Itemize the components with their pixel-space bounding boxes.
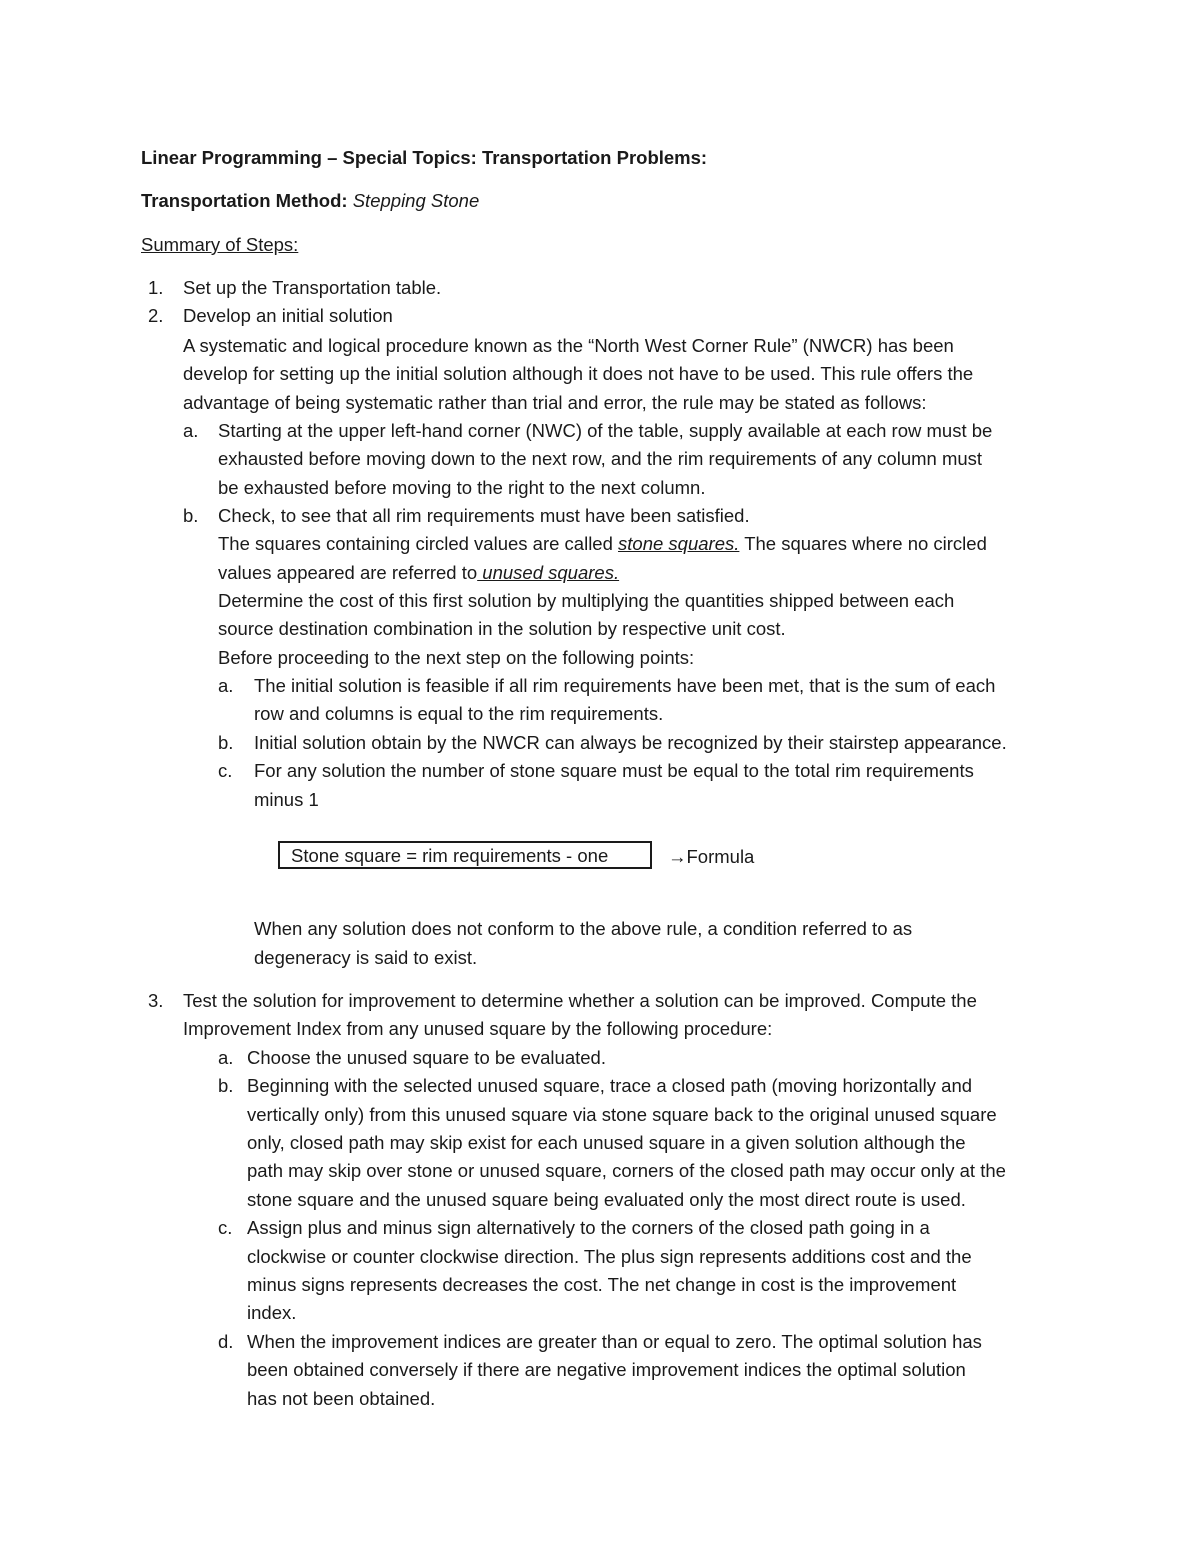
step-3c-line: Assign plus and minus sign alternatively to the corners of the closed path going in a: [247, 1217, 930, 1238]
step-3-text: Test the solution for improvement to determine whether a solution can be improved. Compute the: [183, 990, 977, 1011]
step-2a-line: be exhausted before moving to the right to the next column.: [218, 477, 706, 498]
degeneracy-line: When any solution does not conform to the above rule, a condition referred to as: [254, 918, 913, 939]
step-3b-line: path may skip over stone or unused square, corners of the closed path may occur only at the: [247, 1160, 1006, 1181]
unused-squares-line: [218, 561, 619, 585]
step-3b-line: only, closed path may skip exist for each unused square in a given solution although the: [247, 1132, 966, 1153]
method-value: Stepping Stone: [352, 190, 480, 211]
step-2b-text: Check, to see that all rim requirements must have been satisfied.: [218, 505, 750, 526]
step-1-text: Set up the Transportation table.: [183, 277, 442, 298]
step-3a-line: Choose the unused square to be evaluated.: [247, 1047, 606, 1068]
step-2b-letter: b.: [183, 505, 199, 526]
step-3b-line: stone square and the unused square being evaluated only the most direct route is used.: [247, 1189, 966, 1210]
point-c-line: minus 1: [254, 789, 319, 810]
step-3a-letter: a.: [218, 1047, 234, 1068]
summary-heading: Summary of Steps:: [141, 234, 299, 255]
step-2a-line: Starting at the upper left-hand corner (NWC) of the table, supply available at each row must be: [218, 420, 993, 441]
step-2-paragraph-line: develop for setting up the initial solution although it does not have to be used. This rule offers the: [183, 363, 974, 384]
point-a-line: The initial solution is feasible if all rim requirements have been met, that is the sum of each: [254, 675, 996, 696]
step-3c-line: clockwise or counter clockwise direction. The plus sign represents additions cost and the: [247, 1246, 972, 1267]
stone-pre-text: The squares containing circled values are called: [218, 533, 619, 554]
step-2a-letter: a.: [183, 420, 199, 441]
degeneracy-line: degeneracy is said to exist.: [254, 947, 478, 968]
step-3d-line: been obtained conversely if there are negative improvement indices the optimal solution: [247, 1359, 966, 1380]
step-3b-line: vertically only) from this unused square via stone square back to the original unused square: [247, 1104, 997, 1125]
method-line: [141, 189, 479, 213]
formula-note: →Formula: [668, 846, 755, 867]
step-2a-line: exhausted before moving down to the next row, and the rim requirements of any column must: [218, 448, 983, 469]
step-3c-letter: c.: [218, 1217, 233, 1238]
step-3-number: 3.: [148, 990, 164, 1011]
step-3b-letter: b.: [218, 1075, 234, 1096]
formula-box: [278, 841, 652, 869]
document-title: Linear Programming – Special Topics: Transportation Problems:: [141, 147, 708, 168]
point-c-line: For any solution the number of stone square must be equal to the total rim requirements: [254, 760, 974, 781]
point-c-letter: c.: [218, 760, 233, 781]
step-3d-line: When the improvement indices are greater than or equal to zero. The optimal solution has: [247, 1331, 982, 1352]
cost-line: Before proceeding to the next step on the following points:: [218, 647, 695, 668]
step-2-paragraph-line: advantage of being systematic rather than trial and error, the rule may be stated as follows:: [183, 392, 927, 413]
step-2-number: 2.: [148, 305, 164, 326]
step-1-number: 1.: [148, 277, 164, 298]
stone-post-text: The squares where no circled: [739, 533, 987, 554]
unused-squares-term: unused squares.: [477, 562, 620, 583]
step-2-text: Develop an initial solution: [183, 305, 393, 326]
step-3d-letter: d.: [218, 1331, 234, 1352]
cost-line: Determine the cost of this first solution by multiplying the quantities shipped between each: [218, 590, 955, 611]
step-3b-line: Beginning with the selected unused square, trace a closed path (moving horizontally and: [247, 1075, 973, 1096]
point-b-line: Initial solution obtain by the NWCR can always be recognized by their stairstep appearance.: [254, 732, 1007, 753]
point-b-letter: b.: [218, 732, 234, 753]
step-3d-line: has not been obtained.: [247, 1388, 436, 1409]
cost-line: source destination combination in the solution by respective unit cost.: [218, 618, 786, 639]
point-a-letter: a.: [218, 675, 234, 696]
step-2-paragraph-line: A systematic and logical procedure known as the “North West Corner Rule” (NWCR) has been: [183, 335, 954, 356]
unused-pre-text: values appeared are referred to: [218, 562, 478, 583]
step-3c-line: minus signs represents decreases the cost. The net change in cost is the improvement: [247, 1274, 957, 1295]
formula-text: Stone square = rim requirements - one: [291, 845, 609, 866]
point-a-line: row and columns is equal to the rim requirements.: [254, 703, 664, 724]
method-label: Transportation Method:: [141, 190, 348, 211]
step-3-text-line-2: Improvement Index from any unused square by the following procedure:: [183, 1018, 773, 1039]
stone-squares-line: [218, 532, 987, 556]
stone-squares-term: stone squares.: [618, 533, 740, 554]
step-3c-line: index.: [247, 1302, 297, 1323]
